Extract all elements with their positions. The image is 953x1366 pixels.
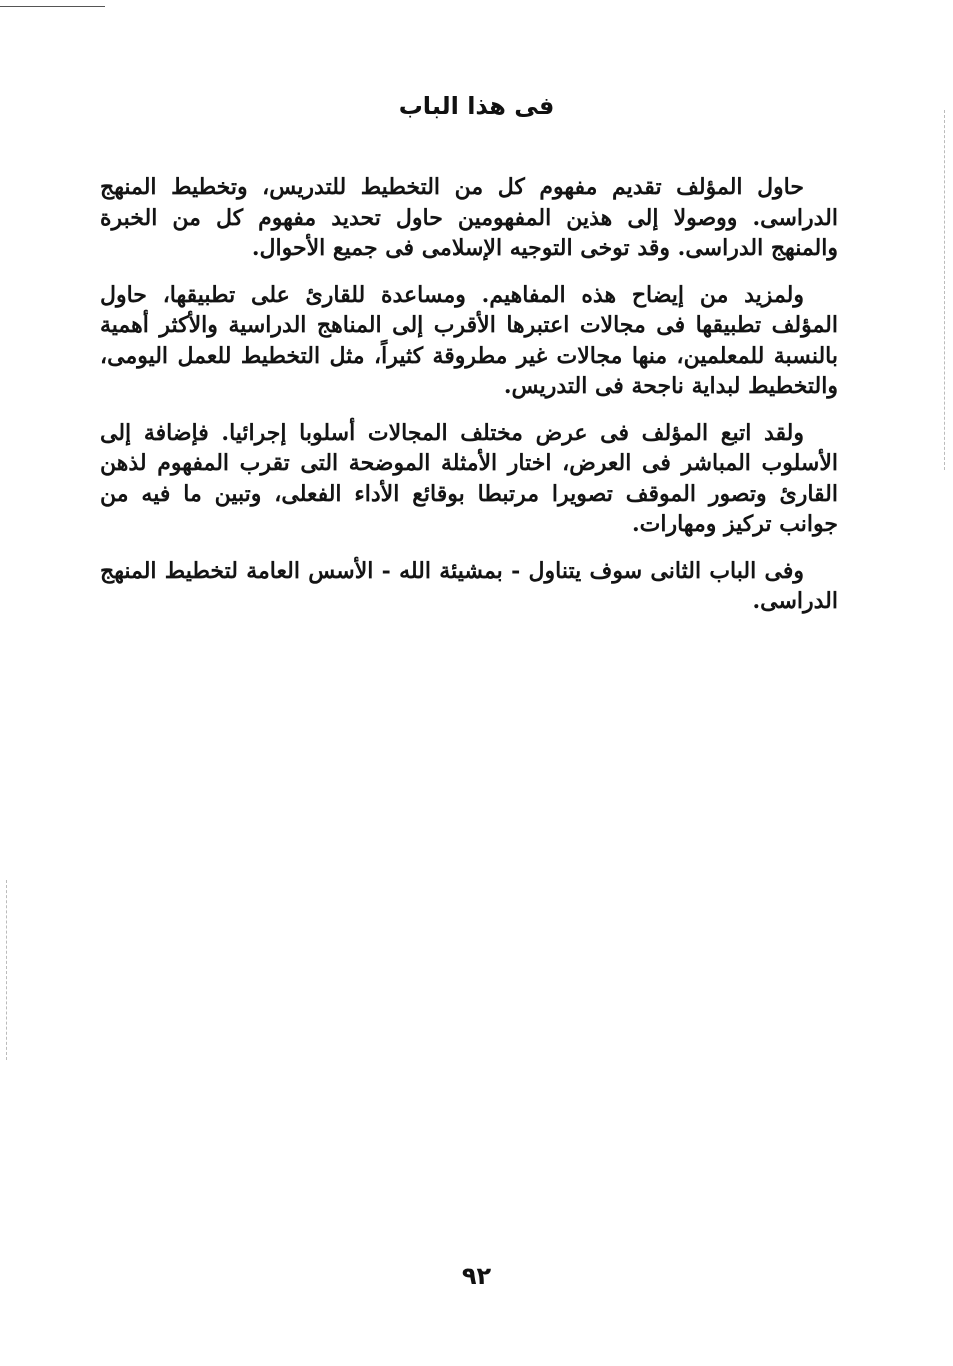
paragraph-3: ولقد اتبع المؤلف فى عرض مختلف المجالات أسلوبا إجرائيا. فإضافة إلى الأسلوب المباشر فى العرض، اختار الأمثلة الموضحة التى تقرب المفهوم لذهن القارئ وتصور الموقف تصويرا مرتبطا بوقائع الأداء الفعلى، وتبين ما فيه من جوانب تركيز ومهارات. (100, 419, 838, 537)
scan-margin-marks (943, 110, 945, 470)
scan-margin-marks-left (6, 880, 8, 1060)
paragraph-4: وفى الباب الثانى سوف يتناول - بمشيئة الله - الأسس العامة لتخطيط المنهج الدراسى. (100, 557, 838, 614)
chapter-heading: فى هذا الباب (398, 92, 555, 120)
page-number: ٩٢ (461, 1262, 492, 1290)
top-edge-rule (0, 6, 105, 7)
body-text (100, 172, 838, 633)
paragraph-1: حاول المؤلف تقديم مفهوم كل من التخطيط للتدريس، وتخطيط المنهج الدراسى. ووصولا إلى هذين المفهومين حاول تحديد مفهوم كل من الخبرة والمنهج الدراسى. وقد توخى التوجيه الإسلامى فى جميع الأحوال. (100, 174, 838, 261)
paragraph-2: ولمزيد من إيضاح هذه المفاهيم. ومساعدة للقارئ على تطبيقها، حاول المؤلف تطبيقها فى مجالات اعتبرها الأقرب إلى المناهج الدراسية والأكثر أهمية بالنسبة للمعلمين، منها مجالات غير مطروقة كثيراً، مثل التخطيط للعمل اليومى، والتخطيط لبداية ناجحة فى التدريس. (100, 281, 838, 399)
